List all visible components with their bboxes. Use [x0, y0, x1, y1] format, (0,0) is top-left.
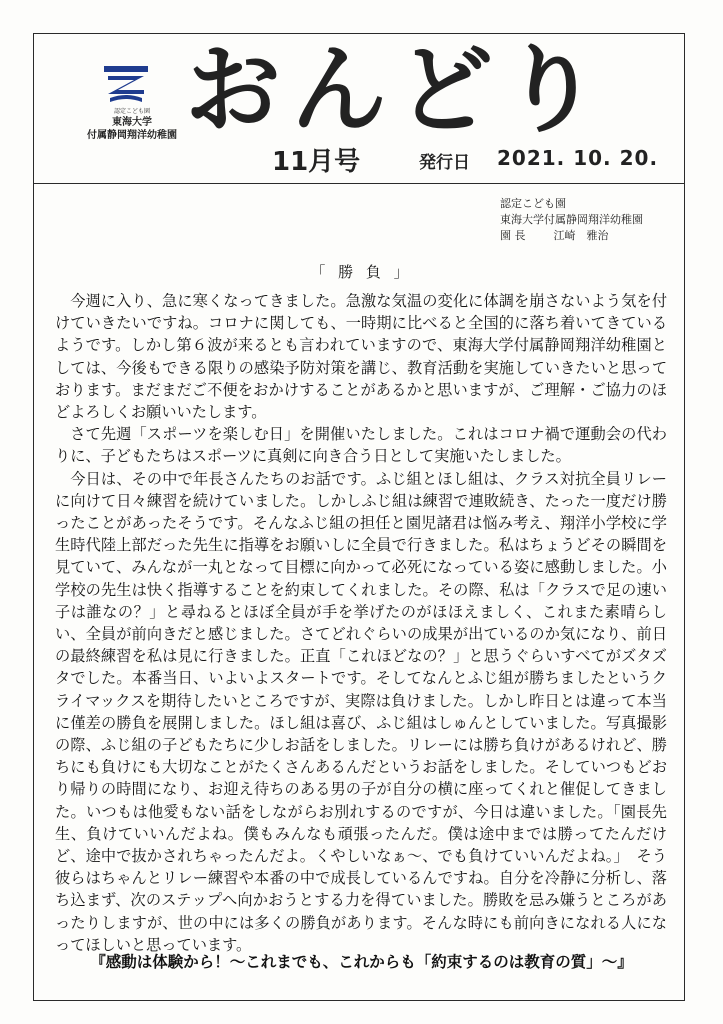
header-divider — [33, 183, 685, 184]
issuer-role: 園 長 — [500, 229, 526, 242]
logo-small-label: 認定こども園 — [113, 108, 150, 115]
issuer-block — [500, 196, 643, 244]
issuer-name: 江崎 雅治 — [553, 229, 609, 242]
article-paragraph: 今日は、その中で年長さんたちのお話です。ふじ組とほし組は、クラス対抗全員リレーに向けて日々練習を続けていました。しかしふじ組は練習で連敗続き、たった一度だけ勝ったことがあったそうです。そんなふじ組の担任と園児諸君は悩み考え、翔洋小学校に学生時代陸上部だった先生に指導をお願いしに全員で行きました。私はちょうどその瞬間を見ていて、みんなが一丸となって目標に向かって必死になっている姿に感動しました。小学校の先生は快く指導することを約束してくれました。その際、私は「クラスで足の速い子は誰なの？」と尋ねるとほぼ全員が手を挙げたのがほほえましく、これまた素晴らしい、全員が前向きだと感じました。さてどれぐらいの成果が出ているのか気になり、前日の最終練習を私は見に行きました。正直「これほどなの？」と思うぐらいすべてがズタズタでした。本番当日、いよいよスタートです。そしてなんとふじ組が勝ちましたというクライマックスを期待したいところですが、実際は負けました。しかし昨日とは違って本当に僅差の勝負を展開しました。ほし組は喜び、ふじ組はしゅんとしていました。写真撮影の際、ふじ組の子どもたちに少しお話をしました。リレーには勝ち負けがあるけれど、勝ちにも負けにも大切なことがたくさんあるんだというお話をしました。そしていつもどおり帰りの時間になり、お迎え待ちのある男の子が自分の横に座ってくれと催促してきました。いつもは他愛もない話をしながらお別れするのですが、今日は違いました。「園長先生、負けていいんだよね。僕もみんなも頑張ったんだ。僕は途中までは勝ってたんだけど、途中で抜かされちゃったんだよ。くやしいなぁ～、でも負けていいんだよね。」 そう彼らはちゃんとリレー練習や本番の中で成長しているんですね。自分を冷静に分析し、落ち込まず、次のステップへ向かおうとする力を得ていました。勝敗を忌み嫌うところがあったりしますが、世の中には多くの勝負があります。そんな時にも前向きになれる人になってほしいと思っています。 — [55, 469, 667, 954]
logo-university: 東海大学 — [112, 117, 152, 128]
logo-kindergarten: 付属静岡翔洋幼稚園 — [87, 130, 177, 141]
article-body — [55, 290, 667, 956]
article-heading: 「 勝 負 」 — [310, 263, 413, 281]
article-paragraph: 今週に入り、急に寒くなってきました。急激な気温の変化に体調を崩さないよう気を付けていきたいですね。コロナに関しても、一時期に比べると全国的に落ち着いてきているようです。しかし第６波が来るとも言われていますので、東海大学付属静岡翔洋幼稚園としては、今後もできる限りの感染予防対策を講じ、教育活動を実施していきたいと思っております。まだまだご不便をおかけすることがあるかと思いますが、ご理解・ご協力のほどよろしくお願いいたします。 — [55, 292, 667, 422]
publish-date-label: 発行日 — [419, 153, 470, 173]
article-paragraph: さて先週「スポーツを楽しむ日」を開催いたしました。これはコロナ禍で運動会の代わりに、子どもたちはスポーツに真剣に向き合う日として実施いたしました。 — [55, 425, 667, 466]
issue-label: 11月号 — [272, 147, 361, 177]
school-logo — [87, 66, 177, 141]
newsletter-title: おんどり — [185, 34, 609, 146]
issuer-name-row — [500, 228, 643, 244]
publish-date: 2021. 10. 20. — [497, 146, 659, 170]
closing-slogan: 『感動は体験から！～これまでも、これからも「約束するのは教育の質」～』 — [90, 952, 633, 971]
issuer-line1: 認定こども園 — [500, 197, 566, 210]
school-crest-icon — [104, 66, 148, 106]
issuer-line2: 東海大学付属静岡翔洋幼稚園 — [500, 213, 643, 226]
